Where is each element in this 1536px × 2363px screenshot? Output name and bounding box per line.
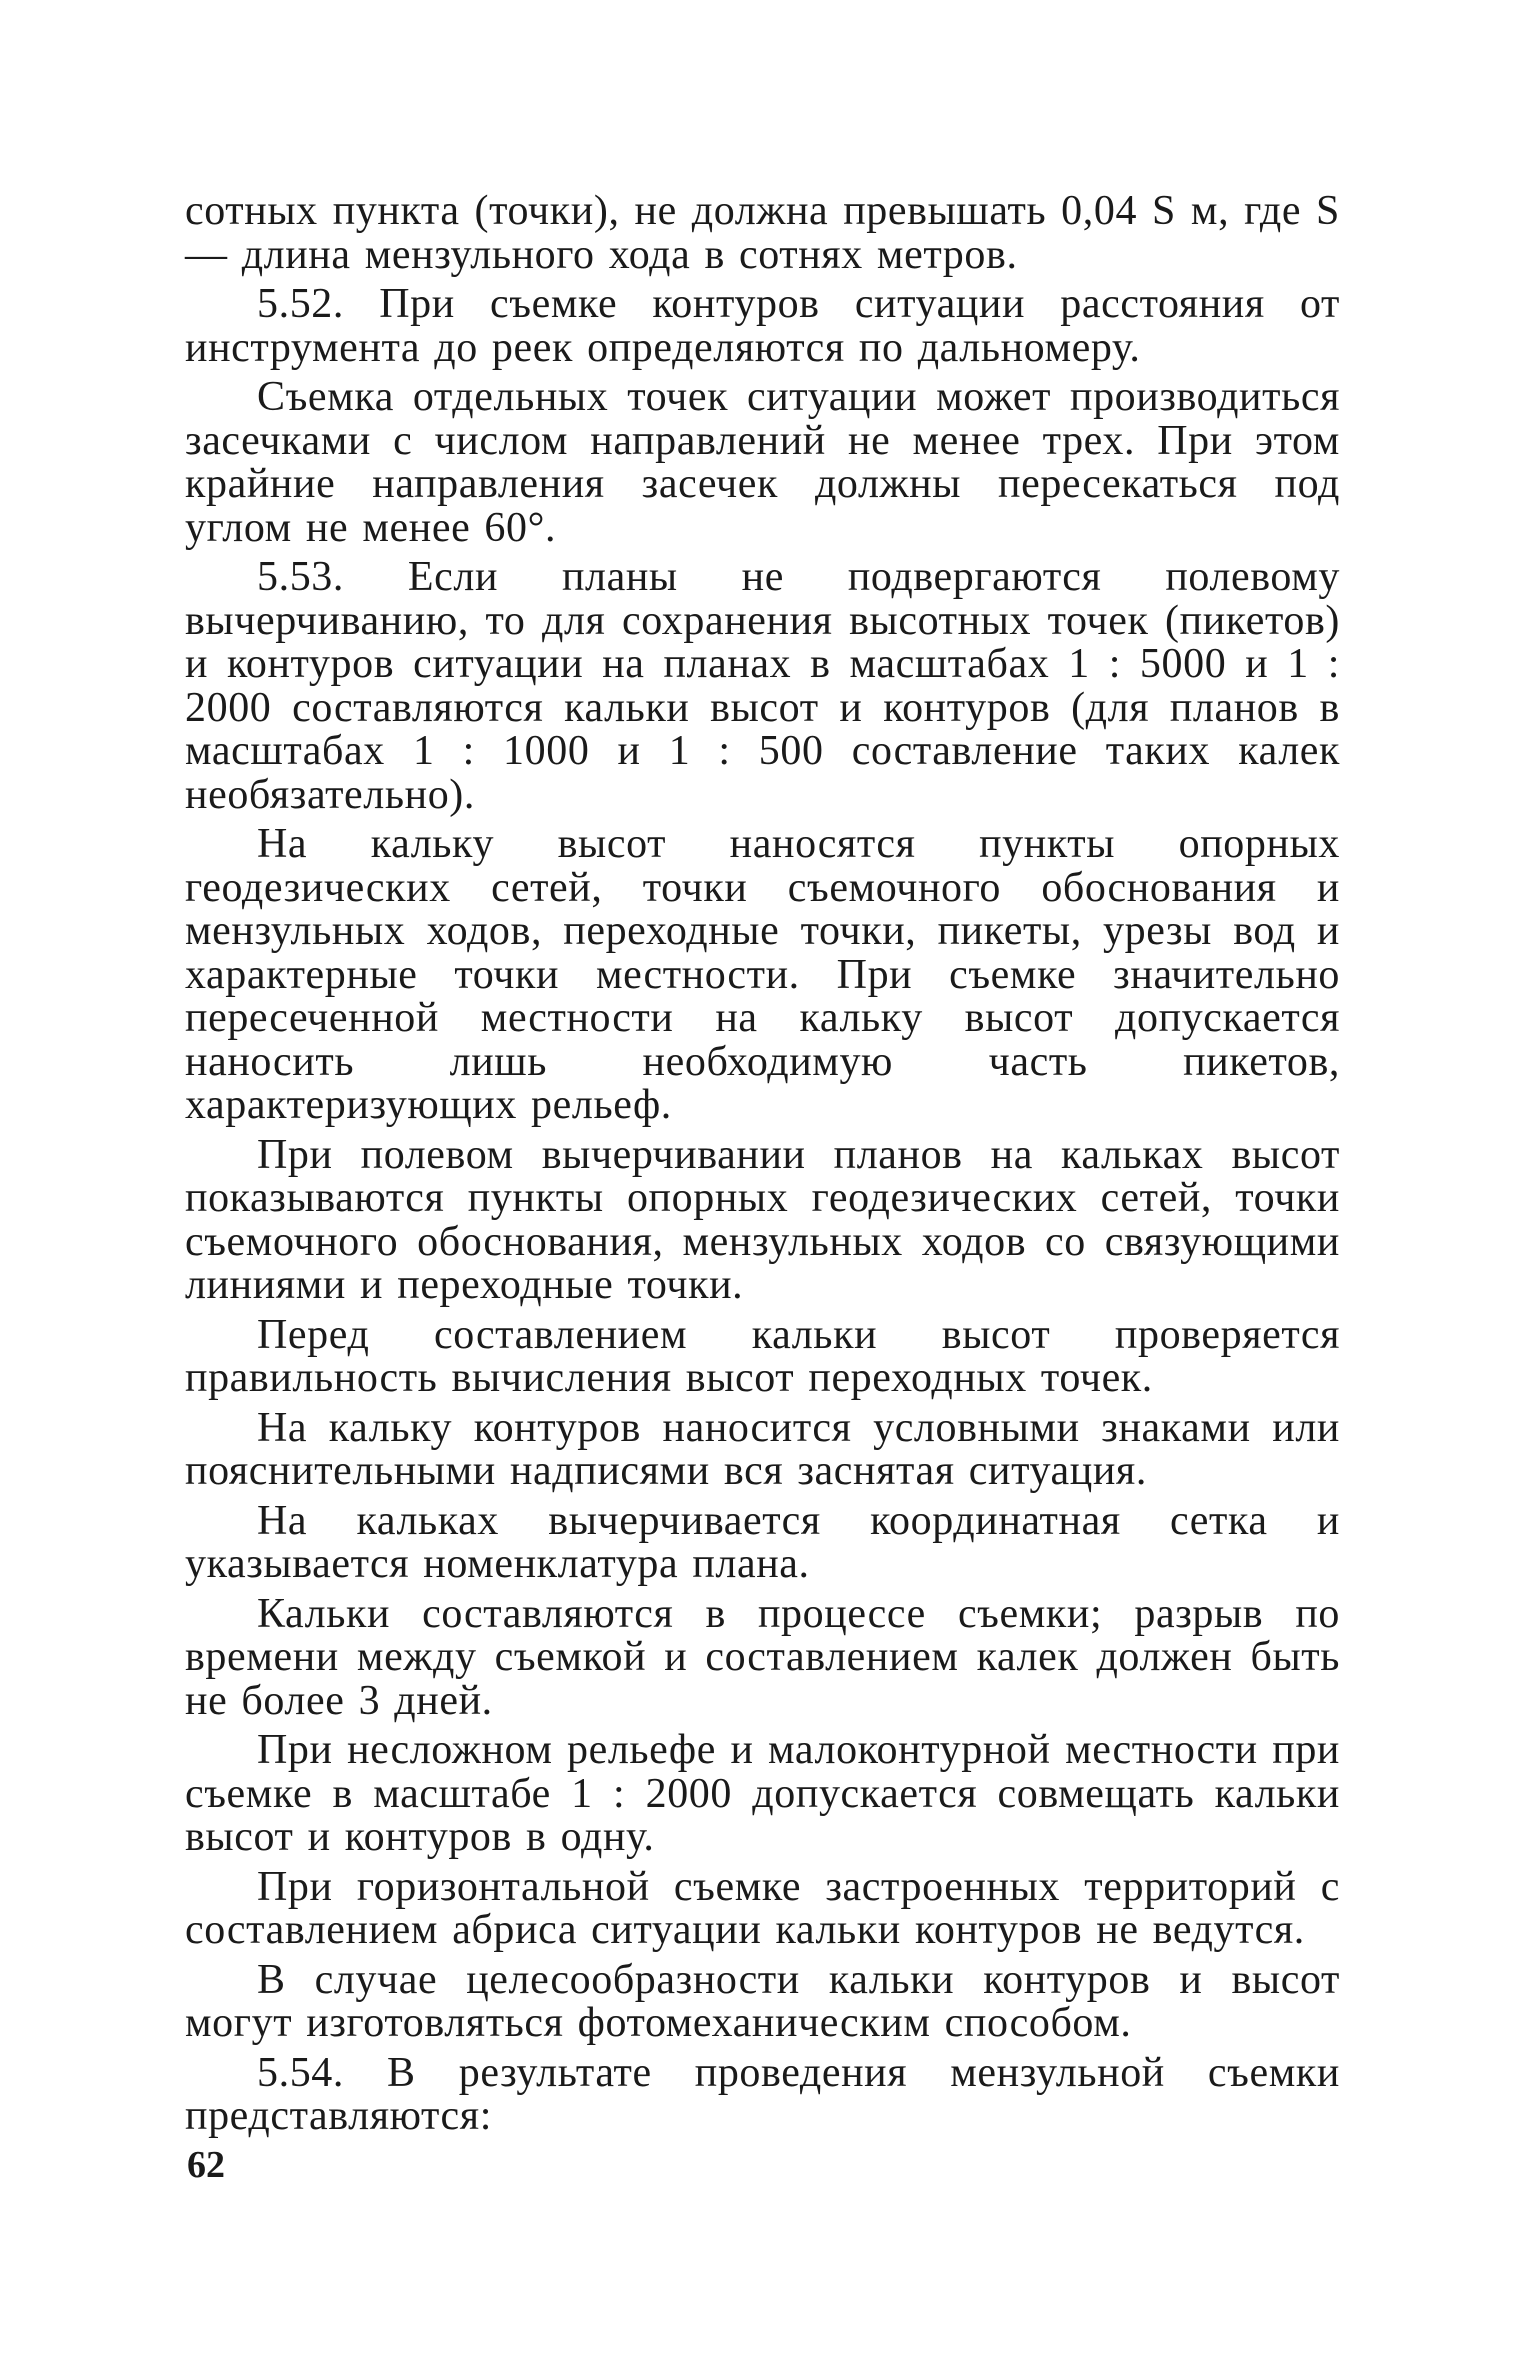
paragraph: 5.53. Если планы не подвергаются полевому вычерчиванию, то для сохранения высотных точек (пикетов) и контуров ситуации на планах в масштабах 1 : 5000 и 1 : 2000 составляются кальки высот и контуров (для планов в масштабах 1 : 1000 и 1 : 500 составление таких калек необязательно). bbox=[185, 554, 1340, 818]
paragraph: В случае целесообразности кальки контуров и высот могут изготовляться фотомеханическим способом. bbox=[185, 1956, 1340, 2046]
paragraph: При горизонтальной съемке застроенных территорий с составлением абриса ситуации кальки контуров не ведутся. bbox=[185, 1863, 1340, 1953]
page-body bbox=[185, 190, 1340, 2139]
paragraph: При полевом вычерчивании планов на кальках высот показываются пункты опорных геодезических сетей, точки съемочного обоснования, мензульных ходов со связующими линиями и переходные точки. bbox=[185, 1131, 1340, 1308]
paragraph: Перед составлением кальки высот проверяется правильность вычисления высот переходных точек. bbox=[185, 1311, 1340, 1401]
paragraph: На кальках вычерчивается координатная сетка и указывается номенклатура плана. bbox=[185, 1497, 1340, 1587]
page-number: 62 bbox=[187, 2144, 225, 2186]
paragraph: На кальку контуров наносится условными знаками или пояснительными надписями вся заснятая ситуация. bbox=[185, 1404, 1340, 1494]
paragraph: сотных пункта (точки), не должна превышать 0,04 S м, где S — длина мензульного хода в сотнях метров. bbox=[185, 188, 1340, 278]
paragraph: 5.54. В результате проведения мензульной съемки представляются: bbox=[185, 2049, 1340, 2139]
paragraph: На кальку высот наносятся пункты опорных геодезических сетей, точки съемочного обоснования и мензульных ходов, переходные точки, пикеты, урезы вод и характерные точки местности. При съемке значительно пересеченной местности на кальку высот допускается наносить лишь необходимую часть пикетов, характеризующих рельеф. bbox=[185, 821, 1340, 1128]
paragraph: При несложном рельефе и малоконтурной местности при съемке в масштабе 1 : 2000 допускается совмещать кальки высот и контуров в одну. bbox=[185, 1727, 1340, 1860]
paragraph: 5.52. При съемке контуров ситуации расстояния от инструмента до реек определяются по дальномеру. bbox=[185, 281, 1340, 371]
paragraph: Кальки составляются в процессе съемки; разрыв по времени между съемкой и составлением калек должен быть не более 3 дней. bbox=[185, 1590, 1340, 1724]
paragraph: Съемка отдельных точек ситуации может производиться засечками с числом направлений не менее трех. При этом крайние направления засечек должны пересекаться под углом не менее 60°. bbox=[185, 374, 1340, 551]
